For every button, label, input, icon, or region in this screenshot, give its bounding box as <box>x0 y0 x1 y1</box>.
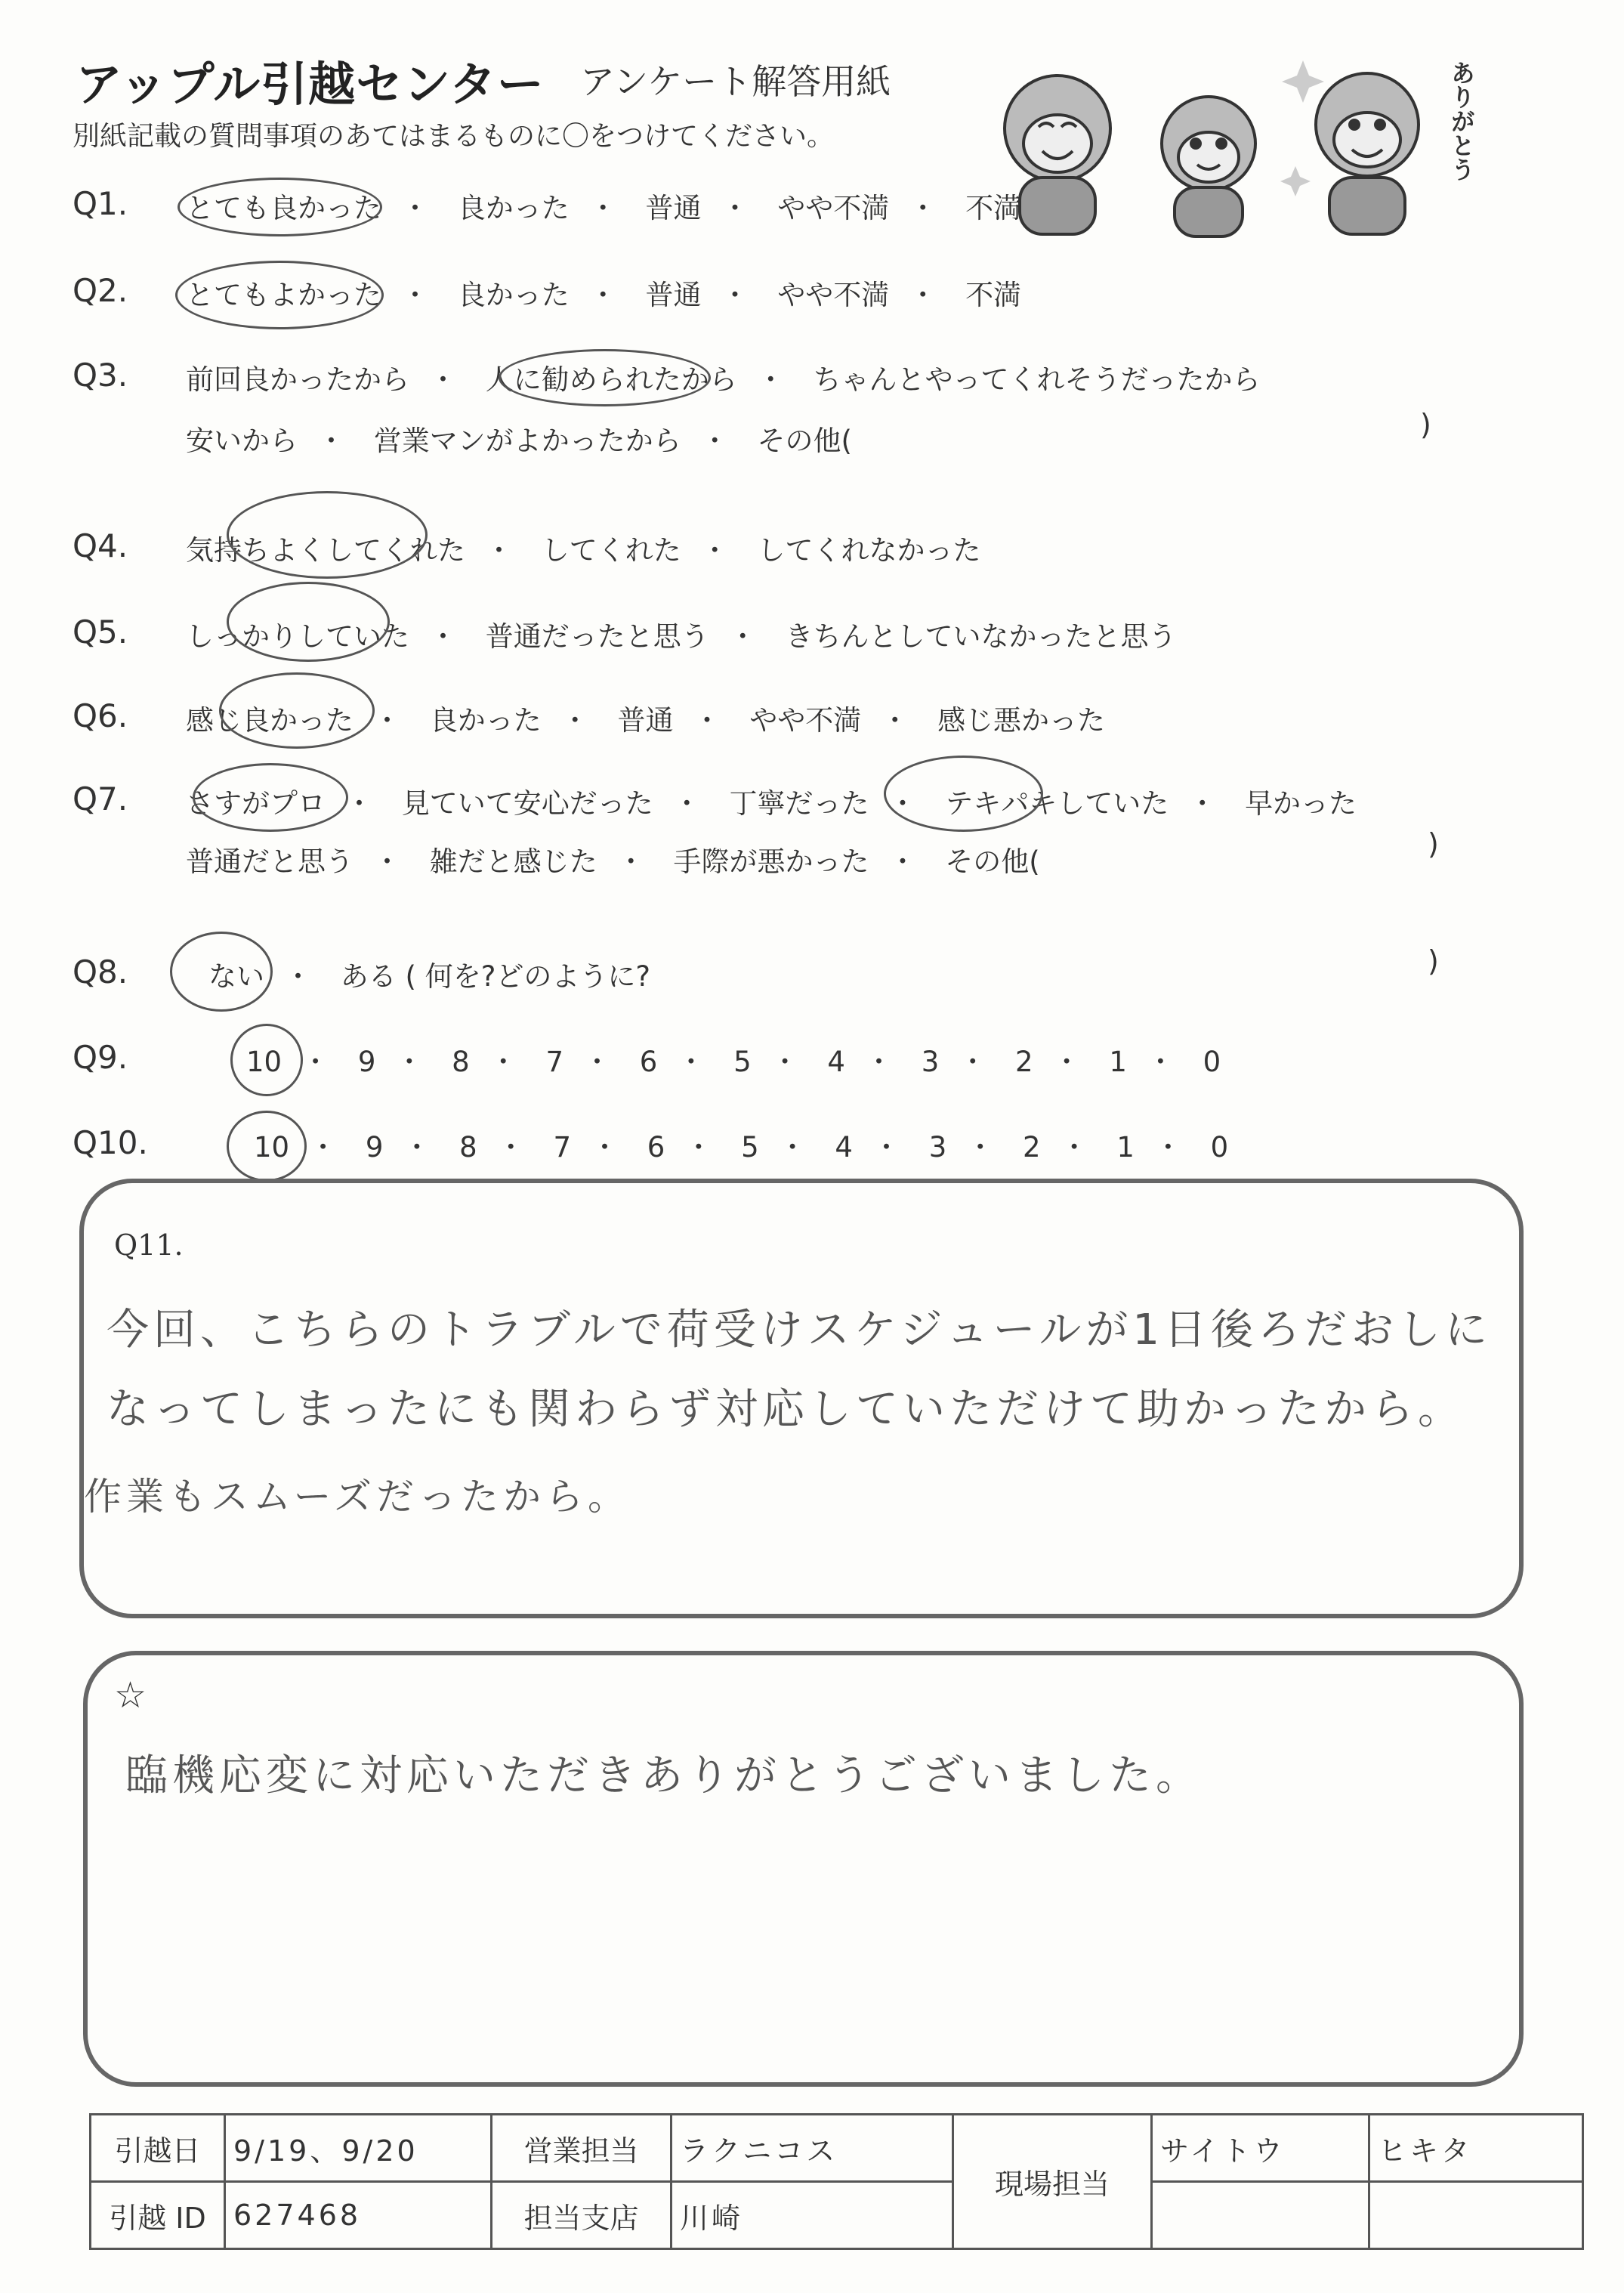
q7-option-9[interactable]: その他( <box>945 845 1040 878</box>
q3-option-1[interactable]: 前回良かったから <box>186 363 409 396</box>
q10-option-8[interactable]: 8 <box>459 1131 477 1163</box>
q9-option-2[interactable]: 2 <box>1015 1046 1033 1078</box>
q8-option-2[interactable]: ある ( 何を?どのように? <box>340 960 650 993</box>
q7-option-3[interactable]: 丁寧だった <box>729 787 869 820</box>
q7-option-1[interactable]: さすがプロ <box>186 787 326 820</box>
q6-option-5[interactable]: 感じ悪かった <box>937 704 1106 737</box>
q6-option-2[interactable]: 良かった <box>429 704 542 737</box>
q1-option-4[interactable]: やや不満 <box>777 192 890 224</box>
sales-staff-value[interactable]: ラクニコス <box>672 2115 953 2182</box>
q10-label: Q10. <box>73 1124 148 1161</box>
q7-option-4[interactable]: テキパキしていた <box>945 787 1169 820</box>
q10-option-1[interactable]: 1 <box>1116 1131 1135 1163</box>
q3-selection-circle <box>499 349 711 406</box>
star-icon: ☆ <box>114 1674 147 1717</box>
q2-option-2[interactable]: 良かった <box>457 279 570 311</box>
q4-option-2[interactable]: してくれた <box>541 534 681 567</box>
q6-option-4[interactable]: やや不満 <box>749 704 862 737</box>
q2-option-5[interactable]: 不満 <box>965 279 1022 311</box>
q6-selection-circle <box>219 672 375 749</box>
q7-selection-circle-1 <box>193 763 348 832</box>
q3-option-4[interactable]: 安いから <box>186 425 298 457</box>
q9-option-9[interactable]: 9 <box>357 1046 376 1078</box>
q4-label: Q4. <box>73 527 128 564</box>
q9-option-5[interactable]: 5 <box>733 1046 752 1078</box>
form-subtitle: アンケート解答用紙 <box>580 61 891 102</box>
q5-option-1[interactable]: しっかりしていた <box>186 620 409 653</box>
q10-option-4[interactable]: 4 <box>835 1131 853 1163</box>
q8-label: Q8. <box>73 953 128 990</box>
q9-option-8[interactable]: 8 <box>452 1046 470 1078</box>
site-staff-value-1[interactable]: サイトウ <box>1152 2115 1369 2182</box>
q9-option-10[interactable]: 10 <box>246 1046 283 1078</box>
site-staff-value-2[interactable]: ヒキタ <box>1369 2115 1583 2182</box>
q8-close-paren: ) <box>1428 944 1439 978</box>
q1-selection-circle <box>178 178 382 236</box>
site-staff-label: 現場担当 <box>953 2115 1152 2249</box>
q5-selection-circle <box>227 582 390 662</box>
q9-option-3[interactable]: 3 <box>921 1046 940 1078</box>
q9-label: Q9. <box>73 1039 128 1076</box>
q11-comment-box[interactable] <box>79 1179 1524 1618</box>
branch-label: 担当支店 <box>492 2182 672 2249</box>
q3-option-3[interactable]: ちゃんとやってくれそうだったから <box>813 363 1261 396</box>
q7-close-paren: ) <box>1428 827 1439 861</box>
q6-option-1[interactable]: 感じ良かった <box>186 704 354 737</box>
q7-option-5[interactable]: 早かった <box>1245 787 1357 820</box>
q6-label: Q6. <box>73 697 128 734</box>
branch-value[interactable]: 川崎 <box>672 2182 953 2249</box>
q1-option-3[interactable]: 普通 <box>645 192 702 224</box>
q5-option-3[interactable]: きちんとしていなかったと思う <box>785 620 1177 653</box>
q9-option-7[interactable]: 7 <box>545 1046 564 1078</box>
site-staff-empty-1[interactable] <box>1152 2182 1369 2249</box>
mascot-thanks-text: ありがとう <box>1447 60 1476 181</box>
q10-option-7[interactable]: 7 <box>553 1131 572 1163</box>
star-handwritten-text: 臨機応変に対応いただきありがとうございました。 <box>125 1751 1203 1800</box>
q10-option-2[interactable]: 2 <box>1023 1131 1041 1163</box>
star-comment-box[interactable] <box>83 1651 1524 2087</box>
q3-label: Q3. <box>73 357 128 394</box>
q9-selection-circle <box>230 1024 303 1096</box>
q2-selection-circle <box>175 261 384 329</box>
q5-label: Q5. <box>73 613 128 651</box>
q8-option-1[interactable]: ない <box>208 960 264 993</box>
q10-option-6[interactable]: 6 <box>647 1131 665 1163</box>
q2-option-3[interactable]: 普通 <box>645 279 702 311</box>
q2-option-4[interactable]: やや不満 <box>777 279 890 311</box>
q9-option-4[interactable]: 4 <box>827 1046 845 1078</box>
q3-close-paren: ) <box>1420 408 1431 441</box>
q10-option-0[interactable]: 0 <box>1210 1131 1229 1163</box>
q7-option-2[interactable]: 見ていて安心だった <box>401 787 653 820</box>
instruction-text: 別紙記載の質問事項のあてはまるものに〇をつけてください。 <box>73 121 835 152</box>
q9-option-6[interactable]: 6 <box>639 1046 658 1078</box>
q7-option-6[interactable]: 普通だと思う <box>186 845 354 878</box>
q10-option-10[interactable]: 10 <box>254 1131 290 1163</box>
q11-handwritten-line-3: 作業もスムーズだったから。 <box>84 1475 630 1519</box>
q10-selection-circle <box>227 1111 307 1182</box>
q6-option-3[interactable]: 普通 <box>617 704 674 737</box>
q1-option-5[interactable]: 不満 <box>965 192 1022 224</box>
form-title: アップル引越センター <box>76 57 545 112</box>
q3-option-5[interactable]: 営業マンがよかったから <box>373 425 681 457</box>
q1-label: Q1. <box>73 185 128 222</box>
move-info-table <box>89 2113 1584 2250</box>
q9-option-0[interactable]: 0 <box>1203 1046 1221 1078</box>
q1-option-1[interactable]: とても良かった <box>186 192 381 224</box>
q9-option-1[interactable]: 1 <box>1109 1046 1127 1078</box>
q3-option-2[interactable]: 人に勧められたから <box>485 363 737 396</box>
q10-option-3[interactable]: 3 <box>928 1131 947 1163</box>
q11-label: Q11. <box>114 1228 184 1262</box>
move-id-value[interactable]: 627468 <box>225 2182 492 2249</box>
q4-selection-circle <box>227 491 428 579</box>
q3-option-6[interactable]: その他( <box>757 425 852 457</box>
q7-option-8[interactable]: 手際が悪かった <box>673 845 869 878</box>
move-date-value[interactable]: 9/19、9/20 <box>225 2115 492 2182</box>
q10-option-5[interactable]: 5 <box>741 1131 759 1163</box>
site-staff-empty-2[interactable] <box>1369 2182 1583 2249</box>
move-id-label: 引越 ID <box>91 2182 225 2249</box>
q4-option-3[interactable]: してくれなかった <box>757 534 981 567</box>
q8-selection-circle <box>170 932 273 1012</box>
gorilla-mascots-illustration <box>986 38 1499 242</box>
q1-option-2[interactable]: 良かった <box>457 192 570 224</box>
q10-option-9[interactable]: 9 <box>365 1131 384 1163</box>
q2-label: Q2. <box>73 272 128 309</box>
q11-handwritten-line-1: 今回、こちらのトラブルで荷受けスケジュールが1日後ろだおしに <box>107 1306 1493 1355</box>
move-date-label: 引越日 <box>91 2115 225 2182</box>
sales-staff-label: 営業担当 <box>492 2115 672 2182</box>
q2-option-1[interactable]: とてもよかった <box>186 279 381 311</box>
q11-handwritten-line-2: なってしまったにも関わらず対応していただけて助かったから。 <box>107 1385 1465 1434</box>
q4-option-1[interactable]: 気持ちよくしてくれた <box>186 534 465 567</box>
q7-label: Q7. <box>73 780 128 817</box>
q5-option-2[interactable]: 普通だったと思う <box>485 620 709 653</box>
q7-selection-circle-2 <box>884 756 1043 832</box>
q7-option-7[interactable]: 雑だと感じた <box>429 845 597 878</box>
